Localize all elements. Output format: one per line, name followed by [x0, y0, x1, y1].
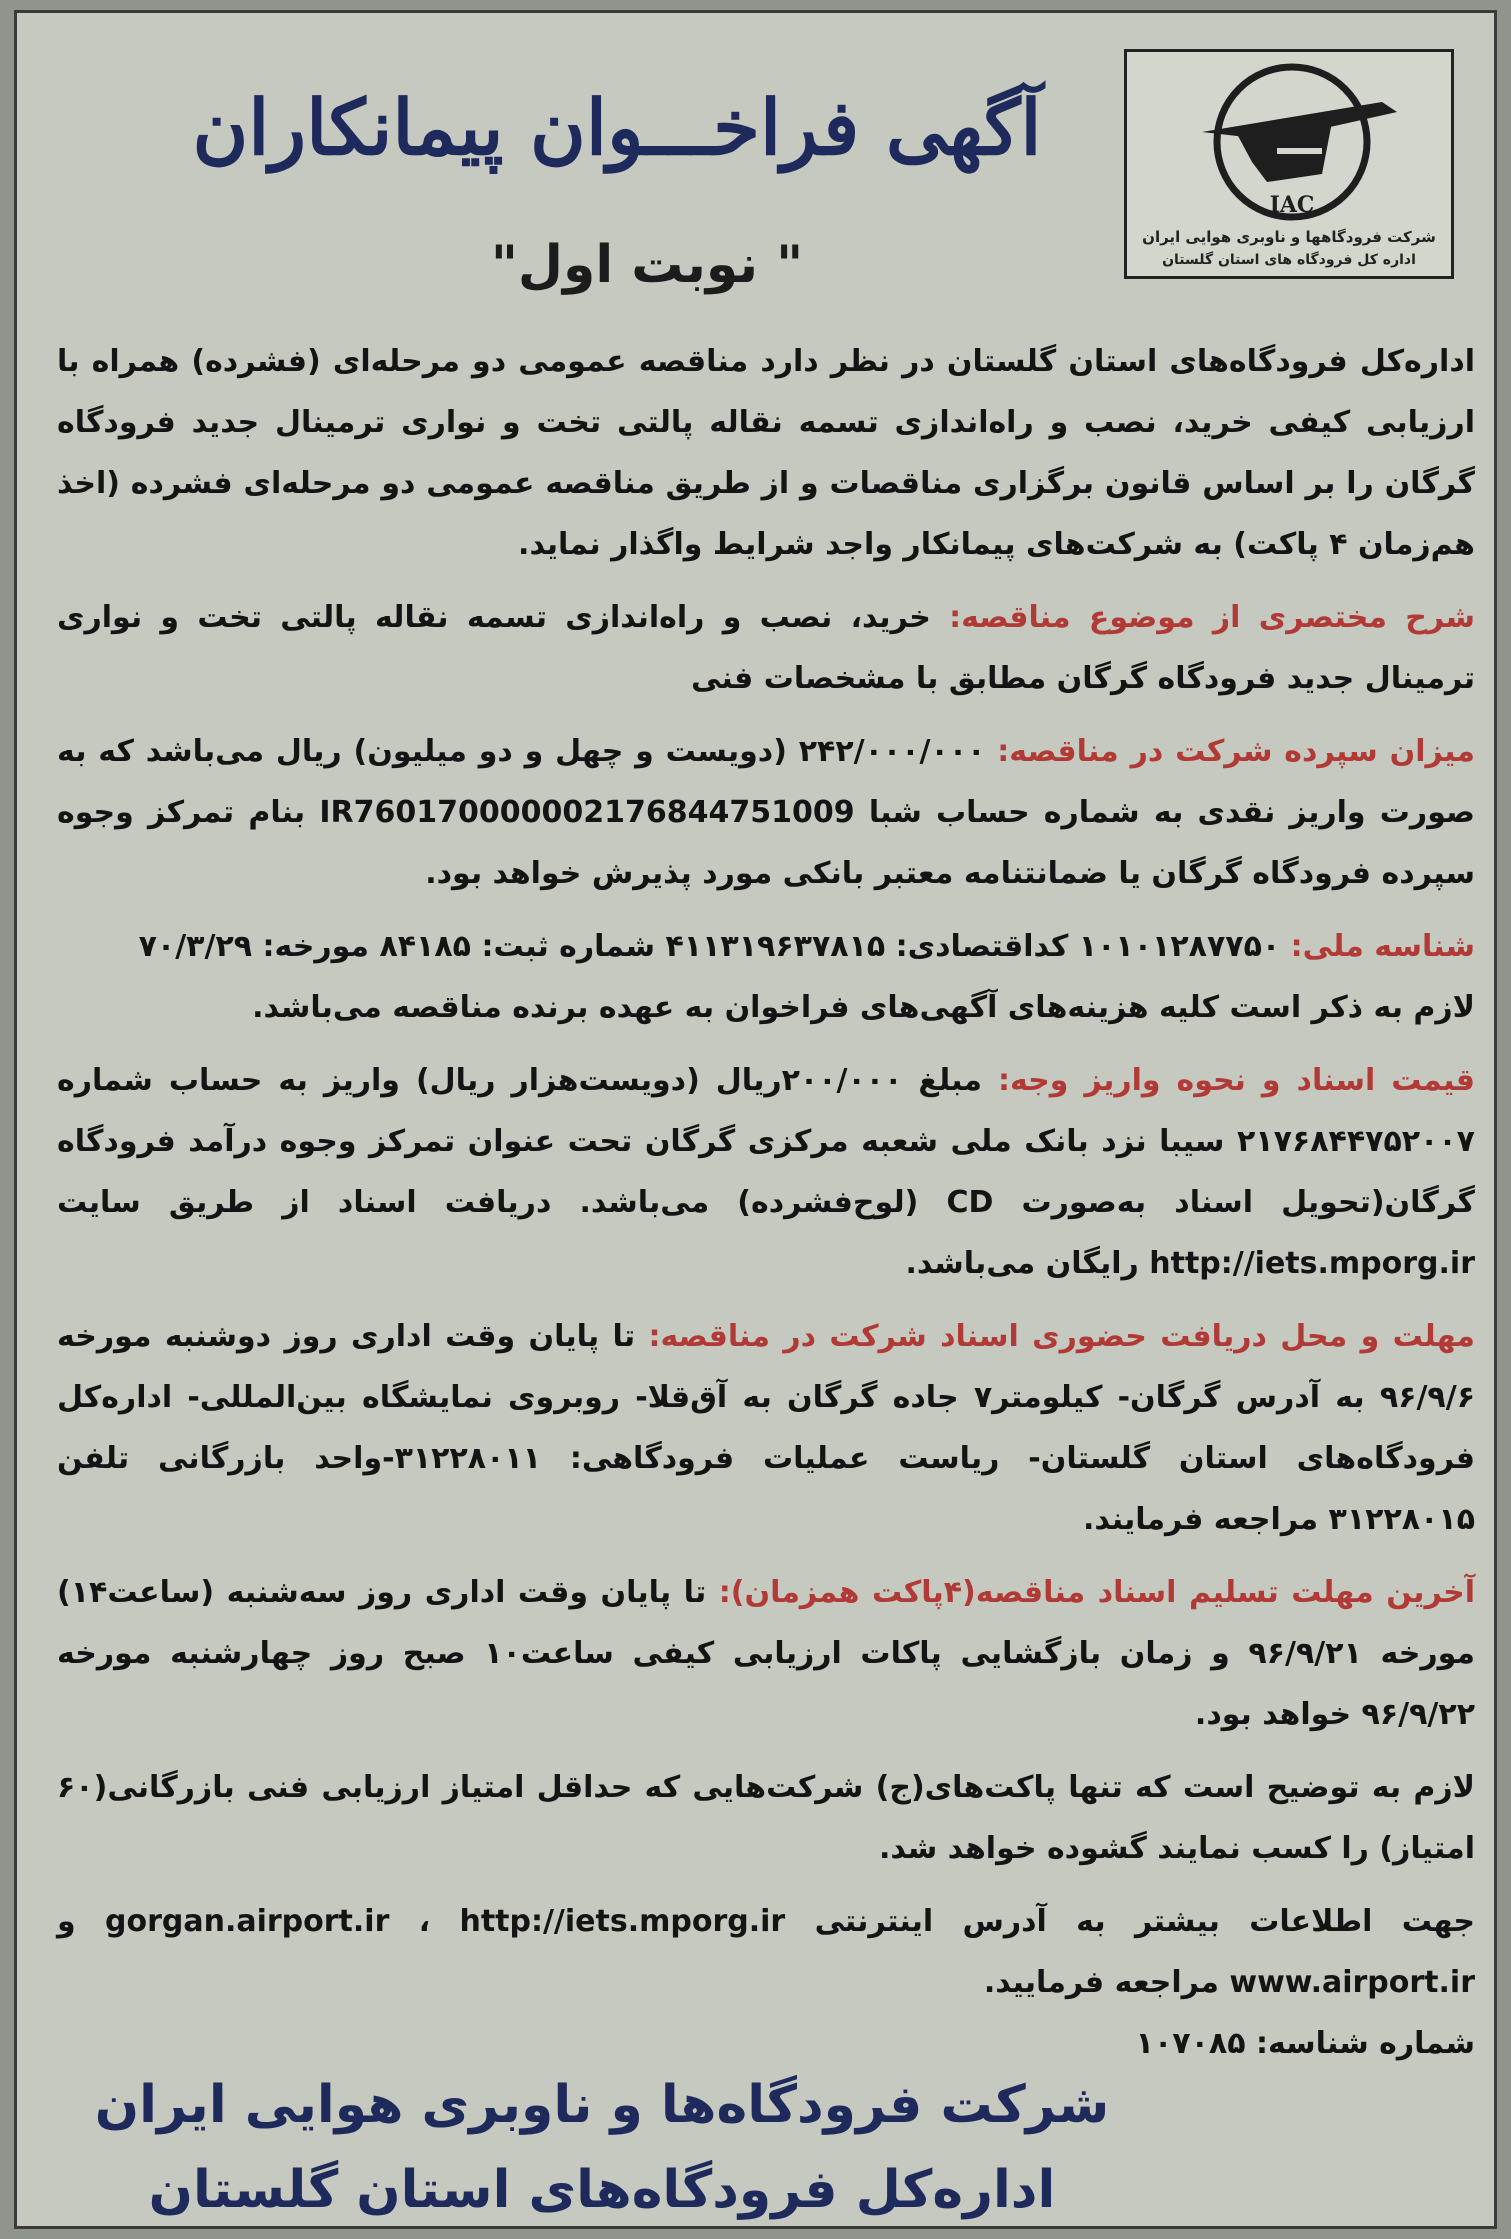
subject-section	[57, 587, 1475, 709]
deposit-label: میزان سپرده شرکت در مناقصه:	[997, 734, 1475, 769]
signature-block	[77, 2063, 1127, 2233]
price-text-3: رایگان می‌باشد.	[905, 1246, 1139, 1281]
deposit-text-2: بنام تمرکز وجوه سپرده فرودگاه گرگان یا ضمانتنامه معتبر بانکی مورد پذیرش خواهد بود.	[57, 795, 1475, 891]
registration-label: شماره ثبت:	[481, 929, 656, 964]
notice-body	[57, 331, 1475, 2086]
price-text: مبلغ ۲۰۰/۰۰۰ریال (دویست‌هزار ریال) واریز به حساب شماره ۲۱۷۶۸۴۴۷۵۲۰۰۷ سیبا نزد بانک ملی شعبه مرکزی گرگان تحت عنوان تمرکز وجوه درآمد فرودگاه گرگان(تحویل اسناد به‌صورت	[57, 1063, 1475, 1220]
signature-dept: اداره‌کل فرودگاه‌های استان گلستان	[148, 2160, 1056, 2220]
price-text-2: (لوح‌فشرده) می‌باشد. دریافت اسناد از طریق سایت	[57, 1185, 919, 1220]
logo-abbr: IAC	[1269, 192, 1315, 218]
submission-section	[57, 1562, 1475, 1745]
info-and: و	[57, 1904, 76, 1939]
notice-title: آگهی فراخـــوان پیمانکاران	[192, 83, 1042, 172]
logo-org-name: شرکت فرودگاهها و ناوبری هوایی ایران	[1142, 228, 1436, 246]
info-site-airport-link[interactable]: www.airport.ir	[1229, 1965, 1475, 2000]
registration-value: ۸۴۱۸۵	[379, 929, 471, 964]
registration-date-label: مورخه:	[262, 929, 369, 964]
deposit-text: ۲۴۲/۰۰۰/۰۰۰ (دویست و چهل و دو میلیون) ریال می‌باشد که به صورت واریز نقدی به شماره حساب شبا	[57, 734, 1475, 830]
notice-id-value: ۱۰۷۰۸۵	[1135, 2026, 1246, 2061]
national-id-value: ۱۰۱۰۱۲۸۷۷۵۰	[1078, 929, 1281, 964]
notice-paper	[14, 10, 1497, 2229]
submission-text: تا پایان وقت اداری روز سه‌شنبه (ساعت۱۴) مورخه ۹۶/۹/۲۱ و زمان بازگشایی پاکات ارزیابی کیفی ساعت۱۰ صبح روز چهارشنبه مورخه ۹۶/۹/۲۲ خواهد بود.	[57, 1575, 1475, 1732]
registration-date-value: ۷۰/۳/۲۹	[138, 929, 253, 964]
deadline-section	[57, 1306, 1475, 1550]
info-text: جهت اطلاعات بیشتر به آدرس اینترنتی	[814, 1904, 1475, 1939]
submission-label: آخرین مهلت تسلیم اسناد مناقصه(۴پاکت همزمان):	[718, 1575, 1476, 1610]
explanation-paragraph: لازم به توضیح است که تنها پاکت‌های(ج) شرکت‌هایی که حداقل امتیاز ارزیابی فنی بازرگانی(۶۰ امتیاز) را کسب نمایند گشوده خواهد شد.	[57, 1770, 1475, 1866]
info-separator: ،	[418, 1904, 431, 1939]
price-section	[57, 1050, 1475, 1294]
national-id-label: شناسه ملی:	[1290, 929, 1475, 964]
info-site-iets-link[interactable]: http://iets.mporg.ir	[459, 1904, 786, 1939]
price-label: قیمت اسناد و نحوه واریز وجه:	[997, 1063, 1475, 1098]
deadline-label: مهلت و محل دریافت حضوری اسناد شرکت در مناقصه:	[648, 1319, 1475, 1354]
deposit-section	[57, 721, 1475, 904]
notice-round: " نوبت اول"	[490, 235, 804, 295]
intro-paragraph: اداره‌کل فرودگاه‌های استان گلستان در نظر دارد مناقصه عمومی دو مرحله‌ای (فشرده) همراه با ارزیابی کیفی خرید، نصب و راه‌اندازی تسمه نقاله پالتی تخت و نواری ترمینال جدید فرودگاه گرگان را بر اساس قانون برگزاری مناقصات و از طریق مناقصه عمومی دو مرحله‌ای فشرده (اخذ هم‌زمان ۴ پاکت) به شرکت‌های پیمانکار واجد شرایط واگذار نماید.	[57, 344, 1475, 562]
info-section	[57, 1891, 1475, 2074]
info-text-2: مراجعه فرمایید.	[983, 1965, 1219, 2000]
signature-org: شرکت فرودگاه‌ها و ناوبری هوایی ایران	[94, 2075, 1110, 2135]
ids-section	[57, 916, 1475, 1038]
price-site-link[interactable]: http://iets.mporg.ir	[1149, 1246, 1475, 1281]
economic-code-label: کداقتصادی:	[895, 929, 1069, 964]
costs-note: لازم به ذکر است کلیه هزینه‌های آگهی‌های فراخوان به عهده برنده مناقصه می‌باشد.	[252, 990, 1475, 1025]
logo-box	[1124, 49, 1454, 279]
airport-company-logo-icon	[1182, 62, 1402, 227]
deposit-iban: IR760170000002176844751009	[319, 795, 855, 830]
subject-text: خرید، نصب و راه‌اندازی تسمه نقاله پالتی تخت و نواری ترمینال جدید فرودگاه گرگان مطابق با مشخصات فنی	[57, 600, 1475, 696]
logo-dept-name: اداره کل فرودگاه های استان گلستان	[1162, 252, 1416, 268]
notice-id-label: شماره شناسه:	[1255, 2026, 1475, 2061]
info-site-gorgan-link[interactable]: gorgan.airport.ir	[105, 1904, 390, 1939]
economic-code-value: ۴۱۱۳۱۹۶۳۷۸۱۵	[665, 929, 886, 964]
subject-label: شرح مختصری از موضوع مناقصه:	[949, 600, 1475, 635]
deadline-text: تا پایان وقت اداری روز دوشنبه مورخه ۹۶/۹/۶ به آدرس گرگان- کیلومتر۷ جاده گرگان به آق‌قلا- روبروی نمایشگاه بین‌المللی- اداره‌کل فرودگاه‌های استان گلستان- ریاست عملیات فرودگاهی: ۳۱۲۲۸۰۱۱-واحد بازرگانی تلفن ۳۱۲۲۸۰۱۵ مراجعه فرمایند.	[57, 1319, 1476, 1537]
price-cd: CD	[946, 1185, 994, 1220]
